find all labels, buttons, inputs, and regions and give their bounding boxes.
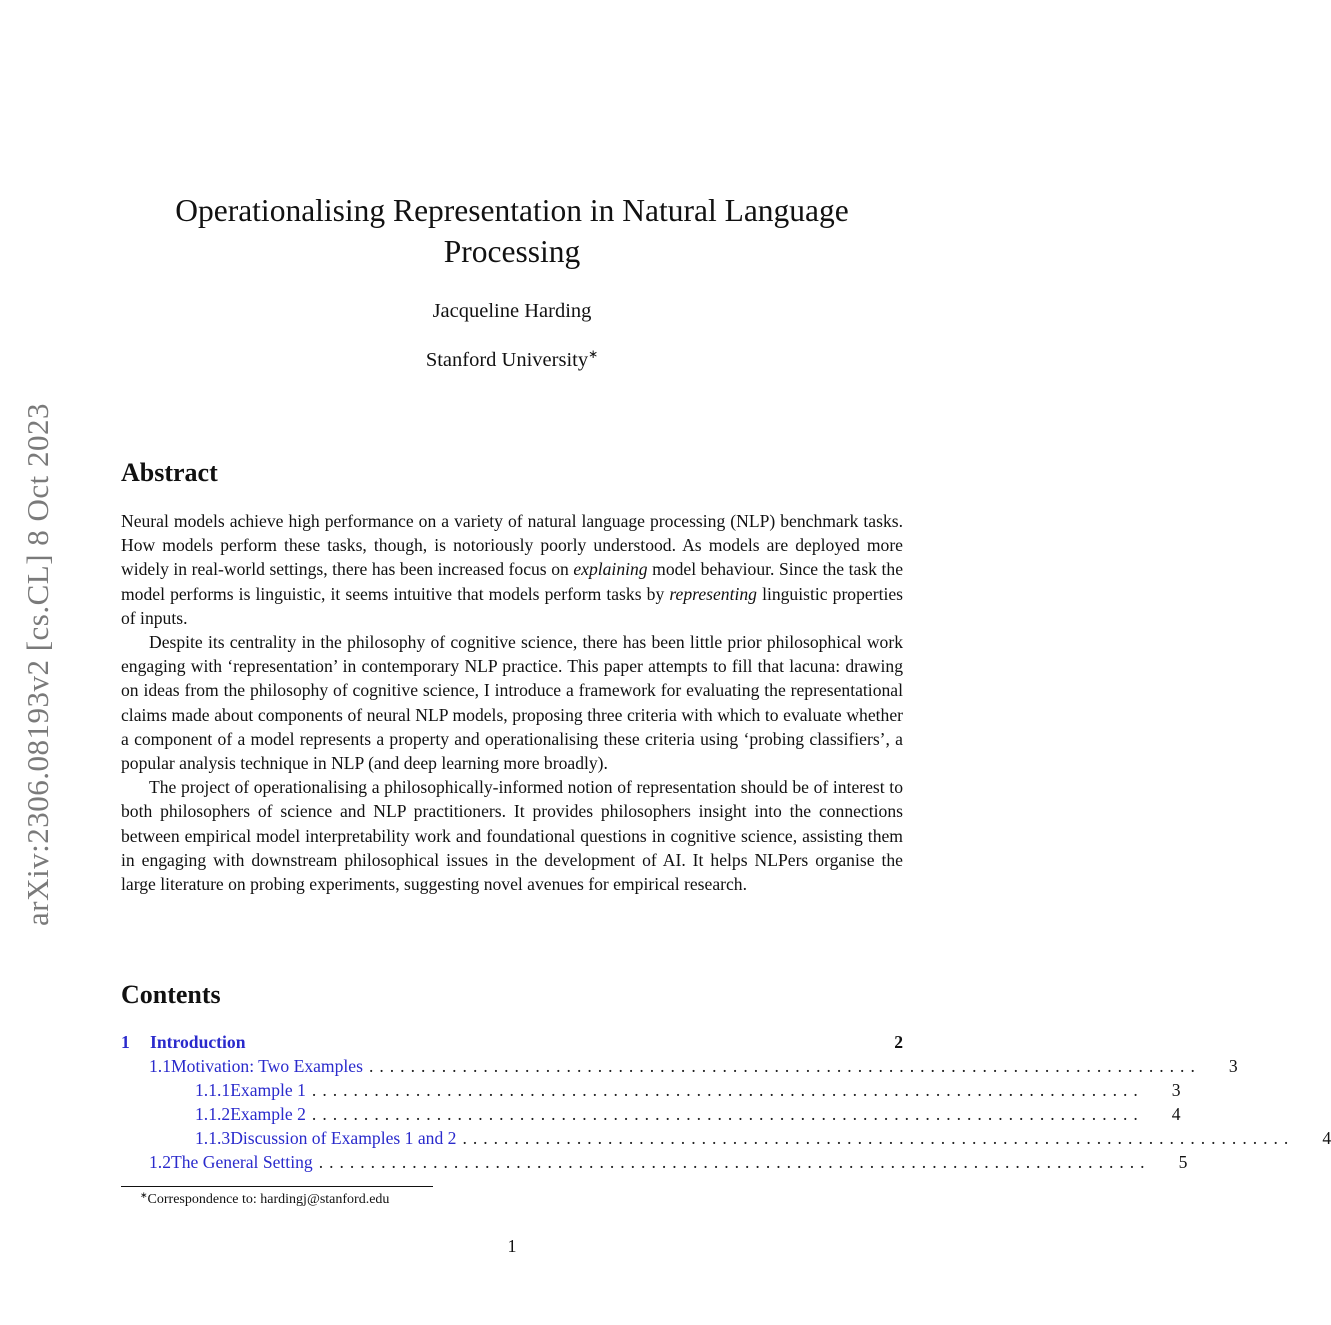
page-number: 1 [507, 1236, 517, 1256]
toc-entry-label[interactable]: Example 1 [230, 1080, 306, 1100]
toc-entry-page[interactable]: 5 [1178, 1152, 1188, 1172]
toc-entry-label[interactable]: Discussion of Examples 1 and 2 [230, 1128, 457, 1148]
affiliation-text: Stanford University [425, 349, 589, 371]
paper-title: Operationalising Representation in Natural Language Processing [175, 193, 849, 269]
toc-dot-leader: ................................................................................ [368, 1056, 1201, 1076]
toc-entry-page[interactable]: 2 [894, 1032, 903, 1052]
toc-dot-leader: ................................................................................ [318, 1152, 1151, 1172]
abstract-heading: Abstract [121, 458, 218, 487]
footnote-mark: ∗ [140, 1190, 148, 1200]
abstract-p1-part-c: linguistic properties of inputs. [121, 583, 903, 628]
toc-entry-number: 1.1.1 [195, 1080, 231, 1100]
abstract-p1-part-b: model behaviour. Since the task the model performs is linguistic, it seems intuitive that models perform tasks by [121, 559, 904, 604]
toc-dot-leader: ................................................................................ [311, 1080, 1144, 1100]
toc-entry-page[interactable]: 4 [1322, 1128, 1331, 1148]
toc-entry-number: 1.1.2 [195, 1104, 231, 1124]
abstract-paragraph-1 [121, 509, 903, 630]
toc-entry-example-1[interactable] [121, 1078, 1181, 1102]
toc-entry-example-2[interactable] [121, 1102, 1181, 1126]
affiliation [121, 347, 903, 372]
toc-entry-number: 1.2 [149, 1152, 171, 1172]
abstract-body [121, 509, 903, 896]
toc-entry-label[interactable]: Introduction [150, 1032, 246, 1052]
toc-entry-general-setting[interactable] [121, 1150, 1188, 1174]
author-name: Jacqueline Harding [432, 300, 592, 322]
toc-entry-label[interactable]: Example 2 [230, 1104, 306, 1124]
toc-entry-page[interactable]: 3 [1171, 1080, 1181, 1100]
toc-entry-page[interactable]: 4 [1171, 1104, 1181, 1124]
abstract-p1-emphasis-representing: representing [669, 583, 757, 604]
footnote-text: Correspondence to: hardingj@stanford.edu [147, 1192, 390, 1207]
arxiv-side-stamp[interactable]: arXiv:2306.08193v2 [cs.CL] 8 Oct 2023 [20, 402, 55, 926]
toc-entry-number: 1.1.3 [195, 1128, 231, 1148]
contents-heading: Contents [121, 980, 221, 1009]
toc-entry-page[interactable]: 3 [1228, 1056, 1238, 1076]
toc-entry-number: 1.1 [149, 1056, 171, 1076]
abstract-paragraph-2: Despite its centrality in the philosophy of cognitive science, there has been little prior philosophical work engaging with ‘representation’ in contemporary NLP practice. This paper attempts to fill that lacuna: drawing on ideas from the philosophy of cognitive science, I introduce a framework for evaluating the representational claims made about components of neural NLP models, proposing three criteria with which to evaluate whether a component of a model represents a property and operationalising these criteria using ‘probing classifiers’, a popular analysis technique in NLP (and deep learning more broadly). [121, 632, 903, 774]
toc-entry-label[interactable]: Motivation: Two Examples [171, 1056, 363, 1076]
abstract-p1-emphasis-explaining: explaining [573, 559, 648, 580]
footnote-divider [121, 1186, 433, 1187]
toc-entry-label[interactable]: The General Setting [171, 1152, 313, 1172]
toc-entry-discussion[interactable] [121, 1126, 1331, 1150]
toc-entry-introduction[interactable] [121, 1030, 903, 1054]
toc-entry-motivation[interactable] [121, 1054, 1238, 1078]
toc-dot-leader: ................................................................................ [462, 1128, 1295, 1148]
correspondence-footnote [140, 1190, 389, 1208]
table-of-contents [121, 1030, 1331, 1174]
toc-dot-leader: ................................................................................ [311, 1104, 1144, 1124]
abstract-p1-part-a: Neural models achieve high performance on a variety of natural language processing (NLP) benchmark tasks. How models perform these tasks, though, is notoriously poorly understood. As models are deployed more widely in real-world settings, there has been increased focus on [121, 511, 903, 580]
affiliation-footnote-mark[interactable]: ∗ [588, 347, 599, 361]
toc-entry-number: 1 [121, 1032, 130, 1052]
abstract-paragraph-3: The project of operationalising a philosophically-informed notion of representation should be of interest to both philosophers of science and NLP practitioners. It provides philosophers insight into the connections between empirical model interpretability work and foundational questions in cognitive science, assisting them in engaging with downstream philosophical issues in the development of AI. It helps NLPers organise the large literature on probing experiments, suggesting novel avenues for empirical research. [121, 777, 903, 895]
